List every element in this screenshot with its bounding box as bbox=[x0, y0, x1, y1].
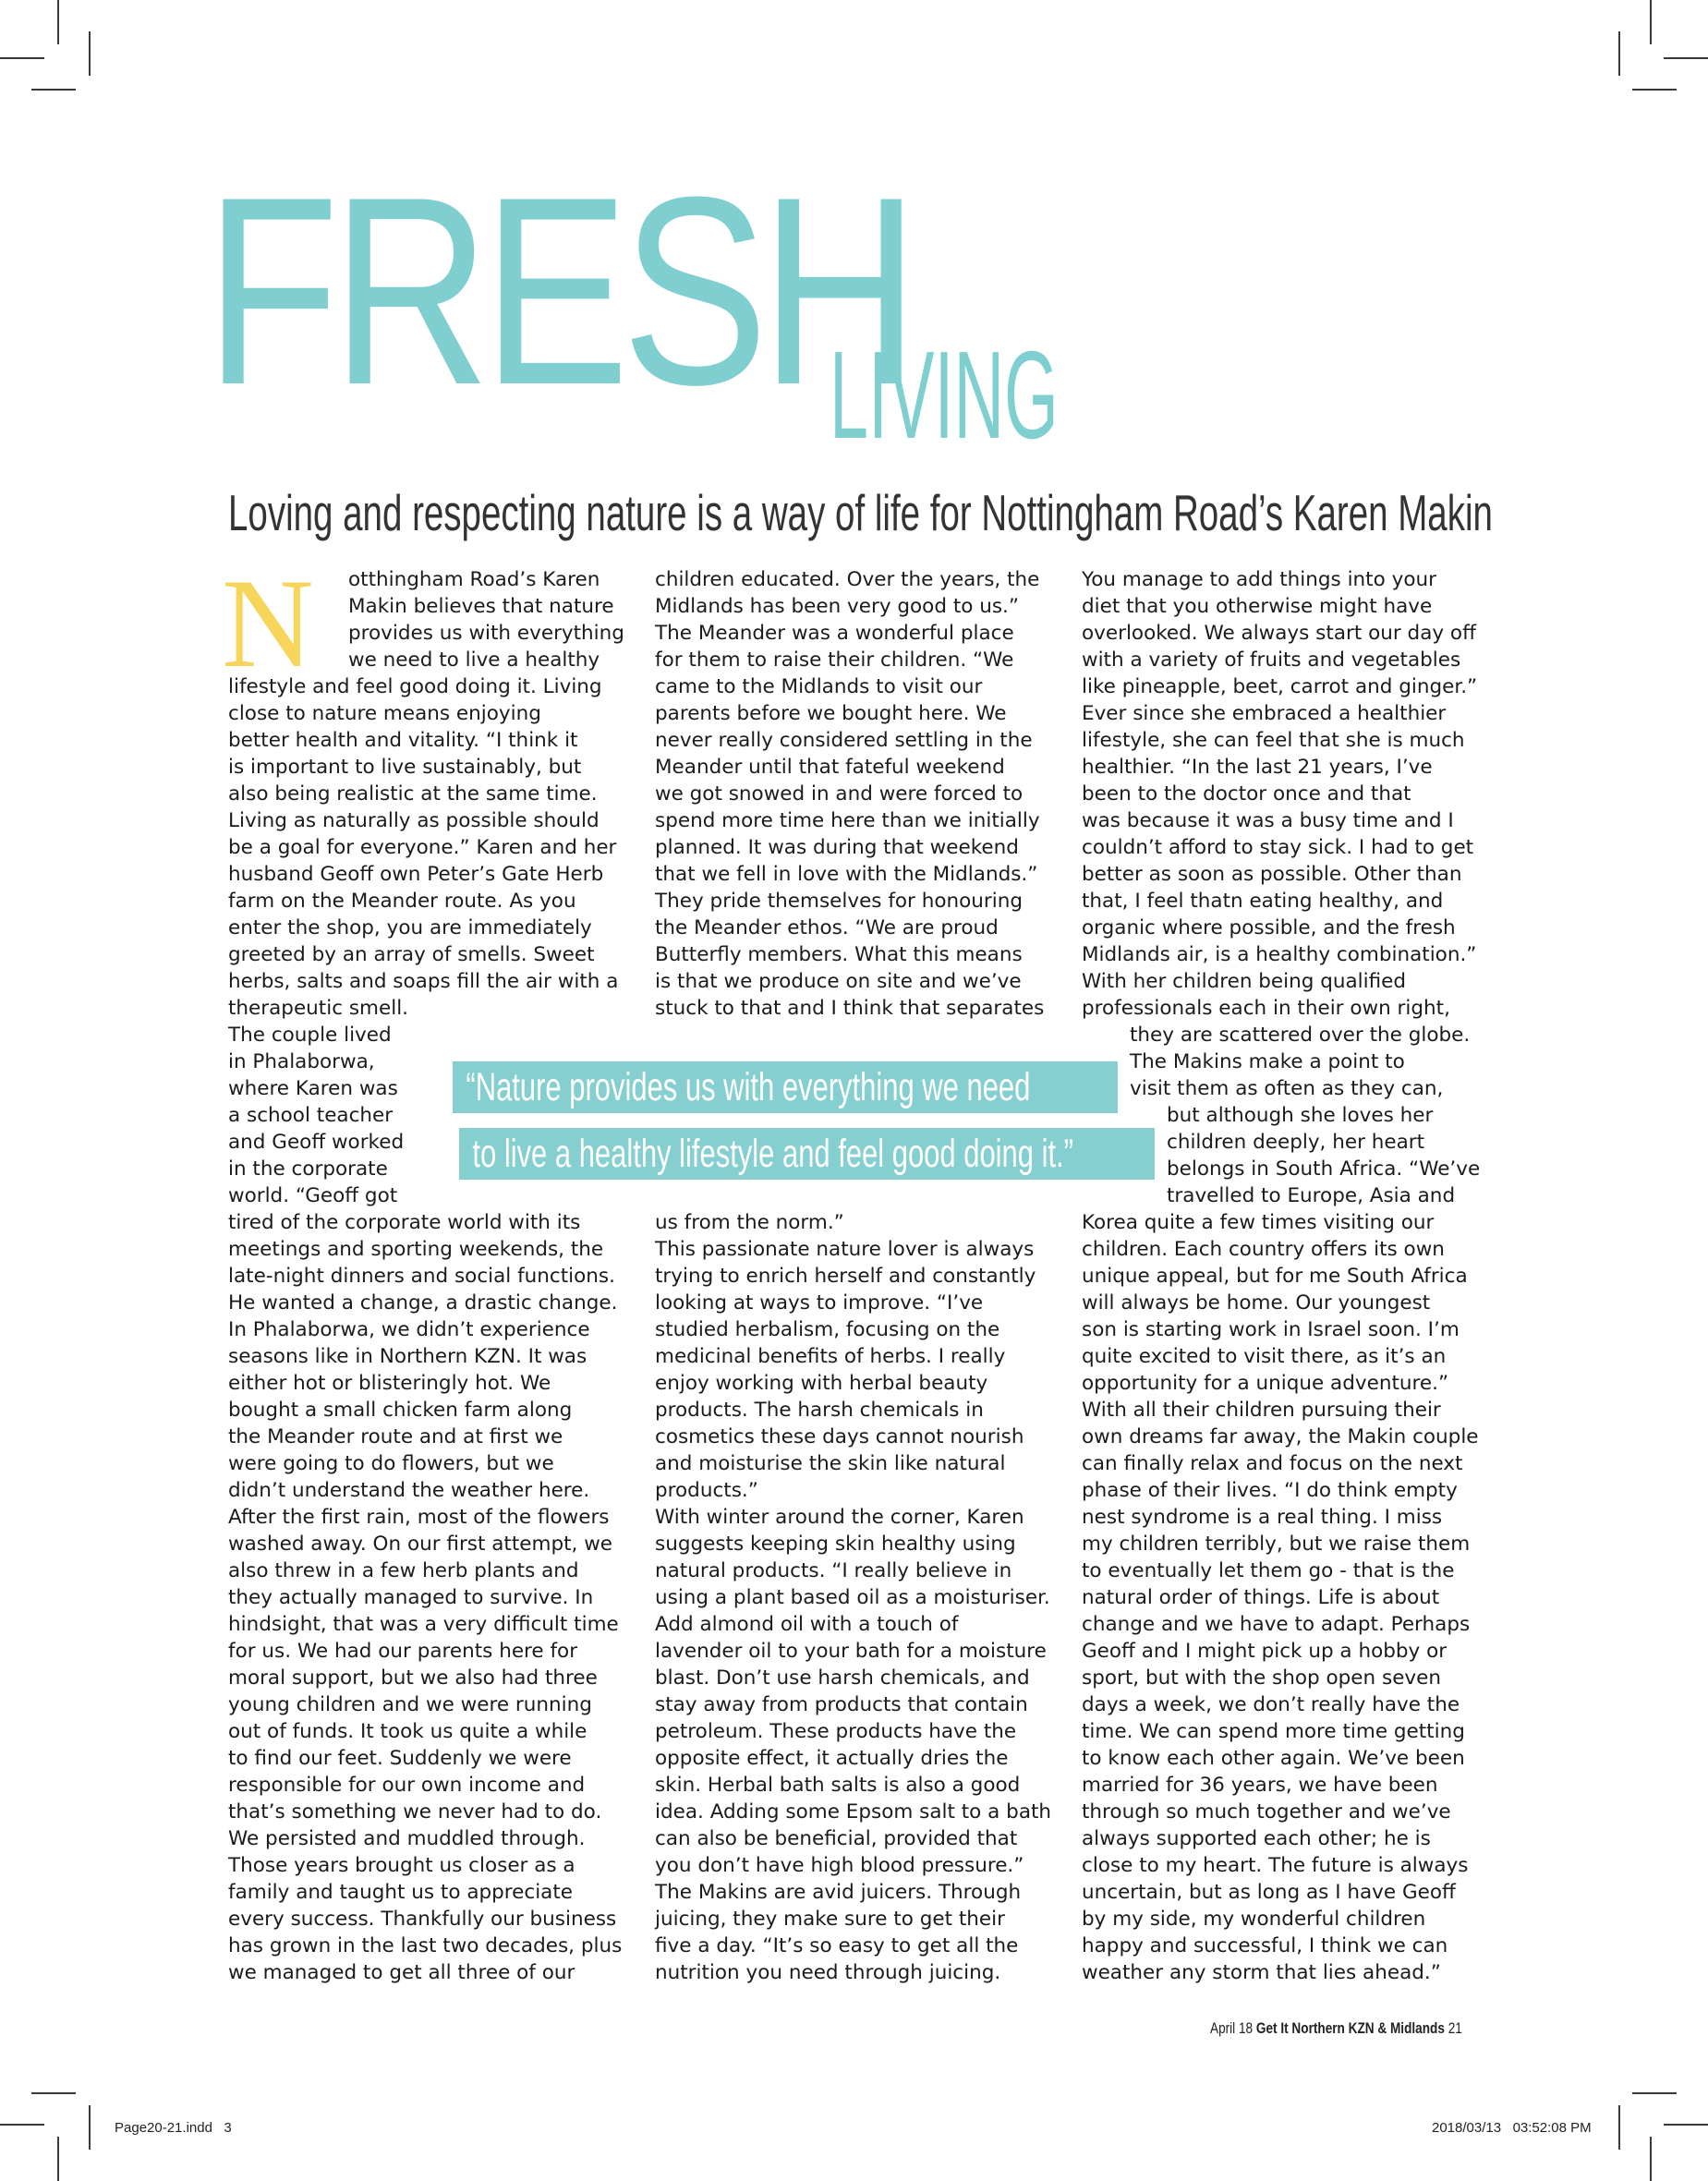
article-text-line: The Makins make a point to bbox=[1130, 1050, 1405, 1073]
article-text-line: trying to enrich herself and constantly bbox=[655, 1265, 1036, 1288]
article-text-line: also being realistic at the same time. bbox=[228, 782, 598, 806]
article-text-line: own dreams far away, the Makin couple bbox=[1082, 1425, 1479, 1448]
article-text-line: to know each other again. We’ve been bbox=[1082, 1747, 1465, 1770]
article-text-line: The Meander was a wonderful place bbox=[655, 622, 1014, 645]
article-text-line: visit them as often as they can, bbox=[1130, 1077, 1444, 1100]
article-text-line: In Phalaborwa, we didn’t experience bbox=[228, 1318, 590, 1341]
article-text-line: is that we produce on site and we’ve bbox=[655, 970, 1022, 993]
article-text-line: they actually managed to survive. In bbox=[228, 1586, 594, 1609]
crop-mark bbox=[31, 89, 76, 91]
article-text-line: that, I feel thatn eating healthy, and bbox=[1082, 890, 1444, 913]
article-text-line: be a goal for everyone.” Karen and her bbox=[228, 836, 617, 859]
article-text-line: With winter around the corner, Karen bbox=[655, 1506, 1024, 1529]
article-text-line: tired of the corporate world with its bbox=[228, 1211, 581, 1234]
article-text-line: to eventually let them go - that is the bbox=[1082, 1559, 1455, 1582]
article-text-line: idea. Adding some Epsom salt to a bath bbox=[655, 1800, 1052, 1824]
article-text-line: With her children being qualified bbox=[1082, 970, 1407, 993]
article-text-line: never really considered settling in the bbox=[655, 729, 1033, 752]
crop-mark bbox=[1650, 0, 1652, 44]
article-text-line: to find our feet. Suddenly we were bbox=[228, 1747, 572, 1770]
article-text-line: lifestyle and feel good doing it. Living bbox=[228, 675, 602, 698]
article-text-line: stuck to that and I think that separates bbox=[655, 997, 1045, 1020]
article-text-line: They pride themselves for honouring bbox=[655, 890, 1024, 913]
article-text-line: the Meander ethos. “We are proud bbox=[655, 916, 999, 939]
article-text-line: us from the norm.” bbox=[655, 1211, 844, 1234]
pull-quote-text: to live a healthy lifestyle and feel good doing it.” bbox=[472, 1132, 1073, 1176]
article-text-line: out of funds. It took us quite a while bbox=[228, 1720, 588, 1743]
article-text-line: children deeply, her heart bbox=[1167, 1131, 1425, 1154]
article-text-line: son is starting work in Israel soon. I’m bbox=[1082, 1318, 1460, 1341]
article-text-line: natural products. “I really believe in bbox=[655, 1559, 1012, 1582]
article-text-line: organic where possible, and the fresh bbox=[1082, 916, 1456, 939]
article-text-line: in the corporate bbox=[228, 1157, 388, 1181]
crop-mark bbox=[0, 2124, 44, 2126]
article-text-line: washed away. On our first attempt, we bbox=[228, 1533, 613, 1556]
drop-cap: N bbox=[222, 552, 314, 694]
article-text-line: happy and successful, I think we can bbox=[1082, 1934, 1448, 1957]
article-text-line: was because it was a busy time and I bbox=[1082, 809, 1454, 832]
article-text-line: otthingham Road’s Karen bbox=[348, 568, 600, 591]
article-text-line: cosmetics these days cannot nourish bbox=[655, 1425, 1024, 1448]
article-text-line: Midlands air, is a healthy combination.” bbox=[1082, 943, 1477, 966]
article-text-line: Living as naturally as possible should bbox=[228, 809, 600, 832]
headline-living: LIVING bbox=[830, 325, 1059, 465]
article-text-line: they are scattered over the globe. bbox=[1130, 1024, 1471, 1047]
article-text-line: change and we have to adapt. Perhaps bbox=[1082, 1613, 1471, 1636]
crop-mark bbox=[1664, 2124, 1708, 2126]
article-text-line: suggests keeping skin healthy using bbox=[655, 1533, 1016, 1556]
article-text-line: nutrition you need through juicing. bbox=[655, 1961, 1001, 1984]
article-text-line: young children and we were running bbox=[228, 1693, 592, 1716]
article-text-line: farm on the Meander route. As you bbox=[228, 890, 576, 913]
article-text-line: After the first rain, most of the flowers bbox=[228, 1506, 610, 1529]
article-text-line: we need to live a healthy bbox=[348, 648, 600, 672]
article-text-line: like pineapple, beet, carrot and ginger.” bbox=[1082, 675, 1478, 698]
article-text-line: We persisted and muddled through. bbox=[228, 1827, 586, 1850]
article-text-line: Ever since she embraced a healthier bbox=[1082, 702, 1447, 725]
article-text-line: the Meander route and at first we bbox=[228, 1425, 563, 1448]
article-text-line: we managed to get all three of our bbox=[228, 1961, 575, 1984]
article-text-line: skin. Herbal bath salts is also a good bbox=[655, 1774, 1021, 1797]
article-text-line: planned. It was during that weekend bbox=[655, 836, 1019, 859]
article-text-line: Butterfly members. What this means bbox=[655, 943, 1023, 966]
article-text-line: always supported each other; he is bbox=[1082, 1827, 1431, 1850]
slug-filename: Page20-21.indd 3 bbox=[115, 2120, 232, 2136]
article-text-line: looking at ways to improve. “I’ve bbox=[655, 1291, 984, 1315]
article-text-line: you don’t have high blood pressure.” bbox=[655, 1854, 1024, 1877]
article-column-3 bbox=[1082, 566, 1488, 1986]
article-text-line: children educated. Over the years, the bbox=[655, 568, 1040, 591]
article-text-line: has grown in the last two decades, plus bbox=[228, 1934, 623, 1957]
footer-publication: Get It Northern KZN & Midlands bbox=[1255, 2019, 1445, 2037]
article-text-line: close to nature means enjoying bbox=[228, 702, 541, 725]
article-text-line: meetings and sporting weekends, the bbox=[228, 1238, 604, 1261]
article-text-line: seasons like in Northern KZN. It was bbox=[228, 1345, 588, 1368]
crop-mark bbox=[57, 0, 59, 44]
article-text-line: provides us with everything bbox=[348, 622, 624, 645]
article-text-line: opposite effect, it actually dries the bbox=[655, 1747, 1009, 1770]
article-column-1 bbox=[228, 566, 624, 1986]
article-text-line: juicing, they make sure to get their bbox=[655, 1908, 1005, 1931]
article-text-line: hindsight, that was a very difficult time bbox=[228, 1613, 619, 1636]
article-text-line: were going to do flowers, but we bbox=[228, 1452, 554, 1475]
article-text-line: He wanted a change, a drastic change. bbox=[228, 1291, 618, 1315]
crop-mark bbox=[31, 2092, 76, 2094]
page-footer bbox=[1210, 2019, 1462, 2038]
article-text-line: and moisturise the skin like natural bbox=[655, 1452, 1006, 1475]
article-text-line: husband Geoff own Peter’s Gate Herb bbox=[228, 863, 604, 886]
article-text-line: is important to live sustainably, but bbox=[228, 756, 582, 779]
article-text-line: healthier. “In the last 21 years, I’ve bbox=[1082, 756, 1433, 779]
article-text-line: studied herbalism, focusing on the bbox=[655, 1318, 1000, 1341]
article-text-line: time. We can spend more time getting bbox=[1082, 1720, 1465, 1743]
article-text-line: better as soon as possible. Other than bbox=[1082, 863, 1462, 886]
crop-mark bbox=[1650, 2137, 1652, 2181]
article-text-line: either hot or blisteringly hot. We bbox=[228, 1372, 551, 1395]
article-text-line: better health and vitality. “I think it bbox=[228, 729, 578, 752]
pull-quote-line-1 bbox=[453, 1061, 1118, 1113]
crop-mark bbox=[1632, 89, 1677, 91]
article-text-line: close to my heart. The future is always bbox=[1082, 1854, 1469, 1877]
article-text-line: responsible for our own income and bbox=[228, 1774, 586, 1797]
article-text-line: lifestyle, she can feel that she is much bbox=[1082, 729, 1465, 752]
article-text-line: every success. Thankfully our business bbox=[228, 1908, 617, 1931]
article-text-line: also threw in a few herb plants and bbox=[228, 1559, 579, 1582]
article-text-line: didn’t understand the weather here. bbox=[228, 1479, 590, 1502]
pull-quote-line-2 bbox=[459, 1128, 1155, 1180]
article-text-line: stay away from products that contain bbox=[655, 1693, 1028, 1716]
article-text-line: that we fell in love with the Midlands.” bbox=[655, 863, 1038, 886]
article-text-line: blast. Don’t use harsh chemicals, and bbox=[655, 1666, 1030, 1690]
article-text-line: professionals each in their own right, bbox=[1082, 997, 1450, 1020]
article-column-2 bbox=[655, 566, 1052, 1986]
crop-mark bbox=[1618, 2105, 1620, 2150]
crop-mark bbox=[89, 31, 91, 76]
article-text-line: belongs in South Africa. “We’ve bbox=[1167, 1157, 1481, 1181]
article-text-line: Makin believes that nature bbox=[348, 595, 614, 618]
article-text-line: petroleum. These products have the bbox=[655, 1720, 1017, 1743]
article-text-line: in Phalaborwa, bbox=[228, 1050, 375, 1073]
article-text-line: phase of their lives. “I do think empty bbox=[1082, 1479, 1458, 1502]
crop-mark bbox=[89, 2105, 91, 2150]
article-text-line: enter the shop, you are immediately bbox=[228, 916, 592, 939]
article-text-line: travelled to Europe, Asia and bbox=[1167, 1184, 1456, 1207]
footer-issue: April 18 bbox=[1210, 2019, 1254, 2037]
article-text-line: my children terribly, but we raise them bbox=[1082, 1533, 1471, 1556]
article-text-line: sport, but with the shop open seven bbox=[1082, 1666, 1442, 1690]
article-text-line: with a variety of fruits and vegetables bbox=[1082, 648, 1461, 672]
article-text-line: This passionate nature lover is always bbox=[655, 1238, 1035, 1261]
article-text-line: will always be home. Our youngest bbox=[1082, 1291, 1431, 1315]
article-text-line: With all their children pursuing their bbox=[1082, 1399, 1441, 1422]
article-text-line: Korea quite a few times visiting our bbox=[1082, 1211, 1435, 1234]
article-text-line: nest syndrome is a real thing. I miss bbox=[1082, 1506, 1443, 1529]
article-text-line: opportunity for a unique adventure.” bbox=[1082, 1372, 1449, 1395]
article-text-line: The couple lived bbox=[228, 1024, 392, 1047]
article-text-line: a school teacher bbox=[228, 1104, 394, 1127]
article-text-line: through so much together and we’ve bbox=[1082, 1800, 1451, 1824]
article-text-line: that’s something we never had to do. bbox=[228, 1800, 602, 1824]
article-text-line: but although she loves her bbox=[1167, 1104, 1434, 1127]
article-text-line: five a day. “It’s so easy to get all the bbox=[655, 1934, 1019, 1957]
article-text-line: parents before we bought here. We bbox=[655, 702, 1007, 725]
article-text-line: Geoff and I might pick up a hobby or bbox=[1082, 1640, 1448, 1663]
article-text-line bbox=[655, 1022, 1043, 1048]
article-text-line: Meander until that fateful weekend bbox=[655, 756, 1005, 779]
crop-mark bbox=[0, 57, 44, 59]
article-text-line: Add almond oil with a touch of bbox=[655, 1613, 959, 1636]
article-text-line: bought a small chicken farm along bbox=[228, 1399, 573, 1422]
article-text-line: by my side, my wonderful children bbox=[1082, 1908, 1426, 1931]
article-text-line: late-night dinners and social functions. bbox=[228, 1265, 615, 1288]
article-text-line: lavender oil to your bath for a moisture bbox=[655, 1640, 1047, 1663]
article-text-line: came to the Midlands to visit our bbox=[655, 675, 983, 698]
article-text-line: been to the doctor once and that bbox=[1082, 782, 1411, 806]
article-text-line: The Makins are avid juicers. Through bbox=[655, 1881, 1022, 1904]
article-text-line: weather any storm that lies ahead.” bbox=[1082, 1961, 1441, 1984]
article-text-line: world. “Geoff got bbox=[228, 1184, 398, 1207]
crop-mark bbox=[57, 2137, 59, 2181]
crop-mark bbox=[1664, 57, 1708, 59]
article-text-line: products. The harsh chemicals in bbox=[655, 1399, 984, 1422]
article-text-line: diet that you otherwise might have bbox=[1082, 595, 1433, 618]
article-text-line: couldn’t afford to stay sick. I had to get bbox=[1082, 836, 1474, 859]
pull-quote-text: “Nature provides us with everything we need bbox=[466, 1065, 1031, 1109]
crop-mark bbox=[1632, 2092, 1677, 2094]
article-text-line: therapeutic smell. bbox=[228, 997, 409, 1020]
article-text-line: herbs, salts and soaps fill the air with a bbox=[228, 970, 619, 993]
article-text-line: enjoy working with herbal beauty bbox=[655, 1372, 988, 1395]
article-text-line: for them to raise their children. “We bbox=[655, 648, 1014, 672]
standfirst: Loving and respecting nature is a way of life for Nottingham Road’s Karen Makin bbox=[228, 484, 1493, 541]
article-text-line: quite excited to visit there, as it’s an bbox=[1082, 1345, 1447, 1368]
article-text-line: unique appeal, but for me South Africa bbox=[1082, 1265, 1468, 1288]
article-text-line bbox=[655, 1182, 1043, 1209]
article-text-line: family and taught us to appreciate bbox=[228, 1881, 574, 1904]
article-text-line: we got snowed in and were forced to bbox=[655, 782, 1024, 806]
slug-timestamp: 2018/03/13 03:52:08 PM bbox=[1432, 2120, 1592, 2136]
article-text-line: overlooked. We always start our day off bbox=[1082, 622, 1476, 645]
article-text-line: married for 36 years, we have been bbox=[1082, 1774, 1438, 1797]
article-text-line: moral support, but we also had three bbox=[228, 1666, 598, 1690]
article-text-line: days a week, we don’t really have the bbox=[1082, 1693, 1460, 1716]
article-text-line: for us. We had our parents here for bbox=[228, 1640, 578, 1663]
article-text-line: medicinal benefits of herbs. I really bbox=[655, 1345, 1006, 1368]
article-text-line: natural order of things. Life is about bbox=[1082, 1586, 1440, 1609]
crop-mark bbox=[1618, 31, 1620, 76]
article-text-line: can also be beneficial, provided that bbox=[655, 1827, 1018, 1850]
article-text-line: Midlands has been very good to us.” bbox=[655, 595, 1020, 618]
article-text-line: You manage to add things into your bbox=[1082, 568, 1436, 591]
article-text-line: can finally relax and focus on the next bbox=[1082, 1452, 1463, 1475]
article-text-line: using a plant based oil as a moisturiser. bbox=[655, 1586, 1050, 1609]
article-text-line: spend more time here than we initially bbox=[655, 809, 1040, 832]
article-text-line: products.” bbox=[655, 1479, 758, 1502]
article-text-line: uncertain, but as long as I have Geoff bbox=[1082, 1881, 1456, 1904]
article-text-line: and Geoff worked bbox=[228, 1131, 405, 1154]
article-text-line: where Karen was bbox=[228, 1077, 398, 1100]
article-text-line: Those years brought us closer as a bbox=[228, 1854, 575, 1877]
article-text-line: children. Each country offers its own bbox=[1082, 1238, 1445, 1261]
footer-page-number: 21 bbox=[1448, 2019, 1462, 2037]
article-text-line: greeted by an array of smells. Sweet bbox=[228, 943, 595, 966]
headline-fresh: FRESH bbox=[205, 141, 912, 441]
